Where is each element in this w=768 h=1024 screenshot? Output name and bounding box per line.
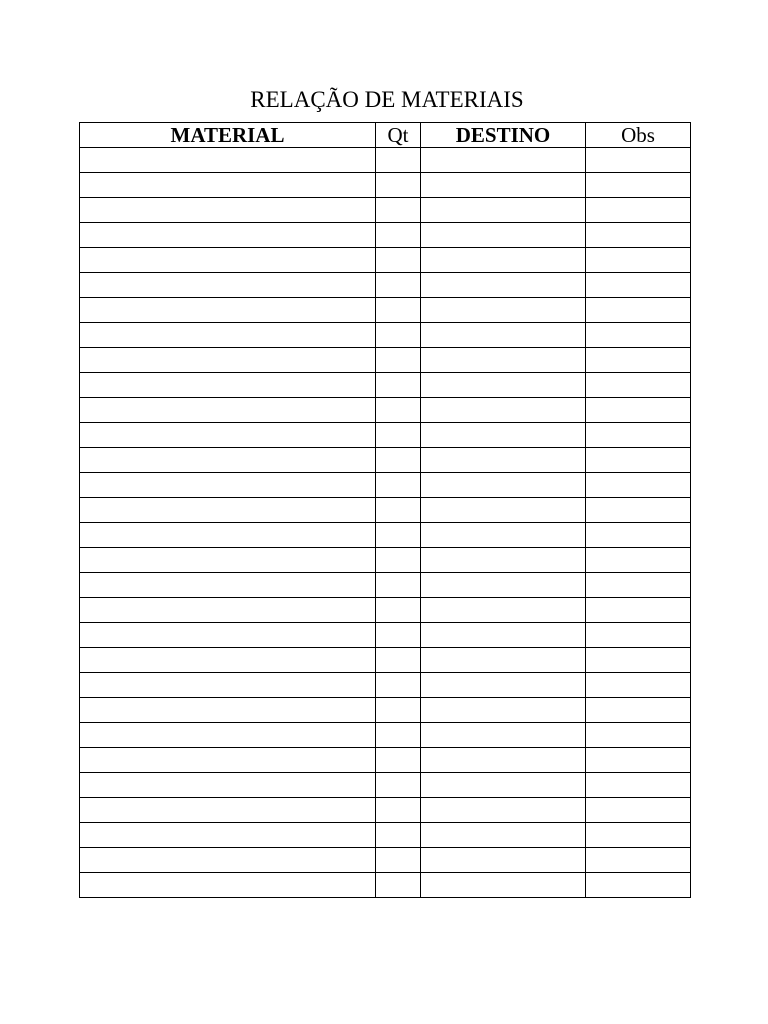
cell-destino[interactable] (421, 273, 586, 298)
header-qt: Qt (376, 123, 421, 148)
cell-qt[interactable] (376, 273, 421, 298)
table-row (80, 323, 691, 348)
table-row (80, 773, 691, 798)
cell-obs[interactable] (586, 748, 691, 773)
cell-qt[interactable] (376, 523, 421, 548)
cell-material[interactable] (80, 248, 376, 273)
cell-qt[interactable] (376, 598, 421, 623)
cell-obs[interactable] (586, 873, 691, 898)
cell-destino[interactable] (421, 623, 586, 648)
table-row (80, 173, 691, 198)
cell-destino[interactable] (421, 698, 586, 723)
cell-material[interactable] (80, 373, 376, 398)
cell-destino[interactable] (421, 373, 586, 398)
cell-obs[interactable] (586, 448, 691, 473)
table-row (80, 273, 691, 298)
cell-qt[interactable] (376, 698, 421, 723)
table-row (80, 473, 691, 498)
table-row (80, 698, 691, 723)
cell-destino[interactable] (421, 148, 586, 173)
table-row (80, 573, 691, 598)
cell-destino[interactable] (421, 548, 586, 573)
cell-material[interactable] (80, 198, 376, 223)
cell-obs[interactable] (586, 798, 691, 823)
cell-material[interactable] (80, 523, 376, 548)
cell-obs[interactable] (586, 373, 691, 398)
table-row (80, 523, 691, 548)
table-row (80, 598, 691, 623)
cell-material[interactable] (80, 548, 376, 573)
cell-qt[interactable] (376, 298, 421, 323)
cell-destino[interactable] (421, 848, 586, 873)
cell-material[interactable] (80, 223, 376, 248)
cell-obs[interactable] (586, 423, 691, 448)
cell-destino[interactable] (421, 323, 586, 348)
cell-qt[interactable] (376, 498, 421, 523)
table-row (80, 148, 691, 173)
table-row (80, 873, 691, 898)
table-row (80, 448, 691, 473)
cell-obs[interactable] (586, 723, 691, 748)
cell-material[interactable] (80, 748, 376, 773)
cell-material[interactable] (80, 298, 376, 323)
cell-obs[interactable] (586, 498, 691, 523)
table-row (80, 398, 691, 423)
cell-material[interactable] (80, 398, 376, 423)
cell-material[interactable] (80, 848, 376, 873)
cell-obs[interactable] (586, 673, 691, 698)
table-row (80, 823, 691, 848)
cell-destino[interactable] (421, 673, 586, 698)
materials-table (79, 122, 691, 898)
cell-material[interactable] (80, 773, 376, 798)
cell-destino[interactable] (421, 523, 586, 548)
cell-obs[interactable] (586, 348, 691, 373)
cell-destino[interactable] (421, 748, 586, 773)
cell-qt[interactable] (376, 673, 421, 698)
cell-material[interactable] (80, 423, 376, 448)
cell-obs[interactable] (586, 648, 691, 673)
table-row (80, 423, 691, 448)
cell-destino[interactable] (421, 348, 586, 373)
cell-obs[interactable] (586, 773, 691, 798)
cell-obs[interactable] (586, 573, 691, 598)
cell-destino[interactable] (421, 498, 586, 523)
cell-material[interactable] (80, 273, 376, 298)
cell-qt[interactable] (376, 798, 421, 823)
cell-destino[interactable] (421, 798, 586, 823)
cell-material[interactable] (80, 723, 376, 748)
cell-destino[interactable] (421, 298, 586, 323)
cell-qt[interactable] (376, 173, 421, 198)
page-title: RELAÇÃO DE MATERIAIS (250, 87, 524, 112)
cell-destino[interactable] (421, 448, 586, 473)
cell-material[interactable] (80, 448, 376, 473)
cell-qt[interactable] (376, 223, 421, 248)
header-material: MATERIAL (80, 123, 376, 148)
cell-qt[interactable] (376, 198, 421, 223)
cell-obs[interactable] (586, 148, 691, 173)
cell-qt[interactable] (376, 448, 421, 473)
cell-obs[interactable] (586, 223, 691, 248)
table-row (80, 848, 691, 873)
table-row (80, 798, 691, 823)
table-row (80, 373, 691, 398)
cell-qt[interactable] (376, 848, 421, 873)
cell-obs[interactable] (586, 848, 691, 873)
cell-material[interactable] (80, 623, 376, 648)
table-row (80, 548, 691, 573)
table-row (80, 348, 691, 373)
cell-destino[interactable] (421, 473, 586, 498)
cell-destino[interactable] (421, 173, 586, 198)
cell-material[interactable] (80, 323, 376, 348)
cell-obs[interactable] (586, 473, 691, 498)
cell-obs[interactable] (586, 823, 691, 848)
cell-material[interactable] (80, 798, 376, 823)
cell-destino[interactable] (421, 598, 586, 623)
cell-qt[interactable] (376, 548, 421, 573)
cell-material[interactable] (80, 698, 376, 723)
cell-qt[interactable] (376, 373, 421, 398)
cell-material[interactable] (80, 473, 376, 498)
cell-material[interactable] (80, 348, 376, 373)
cell-obs[interactable] (586, 273, 691, 298)
cell-qt[interactable] (376, 248, 421, 273)
cell-destino[interactable] (421, 648, 586, 673)
cell-destino[interactable] (421, 248, 586, 273)
table-body (80, 148, 691, 898)
cell-obs[interactable] (586, 523, 691, 548)
cell-qt[interactable] (376, 873, 421, 898)
cell-material[interactable] (80, 148, 376, 173)
cell-obs[interactable] (586, 248, 691, 273)
header-row (80, 123, 691, 148)
cell-qt[interactable] (376, 148, 421, 173)
cell-material[interactable] (80, 873, 376, 898)
cell-obs[interactable] (586, 598, 691, 623)
table-row (80, 248, 691, 273)
cell-destino[interactable] (421, 223, 586, 248)
table-row (80, 648, 691, 673)
cell-material[interactable] (80, 648, 376, 673)
cell-destino[interactable] (421, 873, 586, 898)
table-row (80, 673, 691, 698)
table-row (80, 298, 691, 323)
cell-material[interactable] (80, 598, 376, 623)
cell-destino[interactable] (421, 823, 586, 848)
cell-material[interactable] (80, 823, 376, 848)
cell-material[interactable] (80, 573, 376, 598)
cell-qt[interactable] (376, 423, 421, 448)
cell-obs[interactable] (586, 698, 691, 723)
cell-destino[interactable] (421, 573, 586, 598)
cell-destino[interactable] (421, 198, 586, 223)
cell-qt[interactable] (376, 398, 421, 423)
cell-qt[interactable] (376, 648, 421, 673)
cell-qt[interactable] (376, 573, 421, 598)
cell-qt[interactable] (376, 748, 421, 773)
cell-obs[interactable] (586, 623, 691, 648)
header-obs: Obs (586, 123, 691, 148)
table-row (80, 623, 691, 648)
cell-qt[interactable] (376, 823, 421, 848)
cell-destino[interactable] (421, 723, 586, 748)
cell-obs[interactable] (586, 298, 691, 323)
cell-obs[interactable] (586, 398, 691, 423)
cell-qt[interactable] (376, 348, 421, 373)
table-row (80, 723, 691, 748)
table-row (80, 223, 691, 248)
cell-qt[interactable] (376, 473, 421, 498)
cell-material[interactable] (80, 673, 376, 698)
cell-qt[interactable] (376, 323, 421, 348)
cell-material[interactable] (80, 498, 376, 523)
cell-qt[interactable] (376, 723, 421, 748)
header-destino: DESTINO (421, 123, 586, 148)
cell-destino[interactable] (421, 773, 586, 798)
cell-destino[interactable] (421, 423, 586, 448)
cell-destino[interactable] (421, 398, 586, 423)
table-row (80, 198, 691, 223)
cell-obs[interactable] (586, 198, 691, 223)
table-row (80, 498, 691, 523)
cell-obs[interactable] (586, 548, 691, 573)
cell-qt[interactable] (376, 773, 421, 798)
cell-qt[interactable] (376, 623, 421, 648)
cell-obs[interactable] (586, 173, 691, 198)
cell-obs[interactable] (586, 323, 691, 348)
cell-material[interactable] (80, 173, 376, 198)
table-row (80, 748, 691, 773)
